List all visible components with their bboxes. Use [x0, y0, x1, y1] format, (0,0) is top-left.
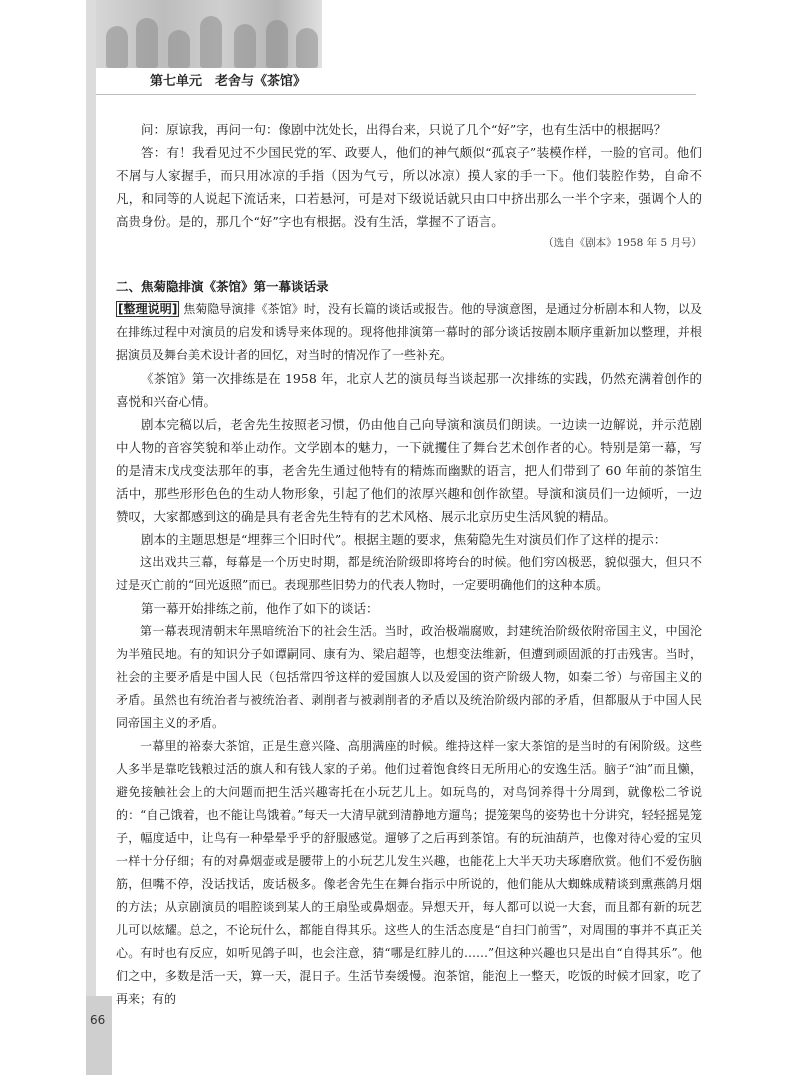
editor-note-tag: [整理说明]: [118, 302, 178, 316]
body-paragraph: 剧本的主题思想是“埋葬三个旧时代”。根据主题的要求，焦菊隐先生对演员们作了这样的提示：: [141, 532, 667, 547]
editor-note-text: 焦菊隐导演排《茶馆》时，没有长篇的谈话或报告。他的导演意图，是通过分析剧本和人物，以及在排练过程中对演员的启发和诱导来体现的。现将他排演第一幕时的部分谈话按剧本顺序重新加以整理，并根据演员及舞台美术设计者的回忆，对当时的情况作了一些补充。: [116, 302, 702, 362]
page-number: 66: [90, 1013, 106, 1027]
banner-figure: [266, 20, 288, 68]
page-number-tab: [86, 996, 112, 1075]
banner-figure: [136, 18, 158, 68]
banner-figure: [168, 30, 190, 68]
banner-figure: [200, 16, 222, 68]
header-divider: [96, 94, 696, 95]
body-paragraph: 《茶馆》第一次排练是在 1958 年，北京人艺的演员每当谈起那一次排练的实践，仍然充满着创作的喜悦和兴奋心情。: [116, 371, 702, 409]
editor-note: [116, 298, 702, 367]
director-talk: 第一幕表现清朝末年黑暗统治下的社会生活。当时，政治极端腐败，封建统治阶级依附帝国主义，中国沦为半殖民地。有的知识分子如谭嗣同、康有为、梁启超等，也想变法维新，但遭到顽固派的打击残害。当时，社会的主要矛盾是中国人民（包括常四爷这样的爱国旗人以及爱国的资产阶级人物，如秦二爷）与帝国主义的矛盾。虽然也有统治者与被统治者、剥削者与被剥削者的矛盾以及统治阶级内部的矛盾，但都服从于中国人民同帝国主义的矛盾。: [116, 624, 702, 730]
banner-figure: [296, 28, 318, 68]
publisher-watermark: [584, 1001, 704, 1041]
banner-figure: [106, 26, 128, 68]
interview-answer: 答：有！我看见过不少国民党的军、政要人，他们的神气颇似“孤哀子”装模作样，一脸的官司。他们不屑与人家握手，而只用冰凉的手指（因为气亏，所以冰凉）摸人家的手一下。他们装腔作势，自命不凡，和同等的人说起下流话来，口若悬河，可是对下级说话就只由口中挤出那么一半个字来，强调个人的高贵身份。是的，那几个“好”字也有根据。没有生活，掌握不了语言。: [116, 145, 702, 229]
interview-question: 问：原谅我，再问一句：像剧中沈处长，出得台来，只说了几个“好”字，也有生活中的根据吗？: [141, 122, 667, 137]
section-heading: 二、焦菊隐排演《茶馆》第一幕谈话录: [116, 279, 329, 294]
body-paragraph: 第一幕开始排练之前，他作了如下的谈话：: [141, 601, 379, 616]
director-talk: 一幕里的裕泰大茶馆，正是生意兴隆、高朋满座的时候。维持这样一家大茶馆的是当时的有闲阶级。这些人多半是靠吃钱粮过活的旗人和有钱人家的子弟。他们过着饱食终日无所用心的安逸生活。脑子“油”而且懒，避免接触社会上的大问题而把生活兴趣寄托在小玩艺儿上。如玩鸟的，对鸟饲养得十分周到，就像松二爷说的：“自己饿着，也不能让鸟饿着。”每天一大清早就到清静地方遛鸟；提笼架鸟的姿势也十分讲究，轻轻摇晃笼子，幅度适中，让鸟有一种晕晕乎乎的舒服感觉。遛够了之后再到茶馆。有的玩油葫芦，也像对待心爱的宝贝一样十分仔细；有的对鼻烟壶或是腰带上的小玩艺儿发生兴趣，也能花上大半天功夫琢磨欣赏。他们不爱伤脑筋，但嘴不停，没话找话，废话极多。像老舍先生在舞台指示中所说的，他们能从大蜘蛛成精谈到熏燕鸽月烟的方法；从京剧演员的唱腔谈到某人的王扇坠或鼻烟壶。异想天开，每人都可以说一大套，而且都有新的玩艺儿可以炫耀。总之，不论玩什么，都能自得其乐。这些人的生活态度是“自扫门前雪”，对周围的事并不真正关心。有时也有反应，如听见鸽子叫，也会注意，猜“哪是红脖儿的……”但这种兴趣也只是出自“自得其乐”。他们之中，多数是活一天，算一天，混日子。生活节奏缓慢。泡茶馆，能泡上一整天，吃饭的时候才回家，吃了再来；有的: [116, 739, 702, 1006]
header-banner-image: [96, 0, 322, 68]
unit-header-title: 第七单元 老舍与《茶馆》: [150, 74, 307, 89]
page-body: [116, 118, 702, 1011]
body-paragraph: 剧本完稿以后，老舍先生按照老习惯，仍由他自己向导演和演员们朗读。一边读一边解说，并示范剧中人物的音容笑貌和举止动作。文学剧本的魅力，一下就攫住了舞台艺术创作者的心。特别是第一幕，写的是清末戊戌变法那年的事，老舍先生通过他特有的精炼而幽默的语言，把人们带到了 60 年前的茶馆生活中，那些形形色色的生动人物形象，引起了他们的浓厚兴趣和创作欲望。导演和演员们一边倾听，一边赞叹，大家都感到这的确是具有老舍先生特有的艺术风格、展示北京历史生活风貌的精品。: [116, 417, 702, 524]
director-quote: 这出戏共三幕，每幕是一个历史时期，都是统治阶级即将垮台的时候。他们穷凶极恶，貌似强大，但只不过是灭亡前的“回光返照”而已。表现那些旧势力的代表人物时，一定要明确他们的这种本质。: [116, 555, 702, 592]
page-side-strip: [86, 0, 96, 1075]
banner-figure: [234, 24, 256, 68]
source-citation: （选自《剧本》1958 年 5 月号）: [543, 237, 702, 249]
